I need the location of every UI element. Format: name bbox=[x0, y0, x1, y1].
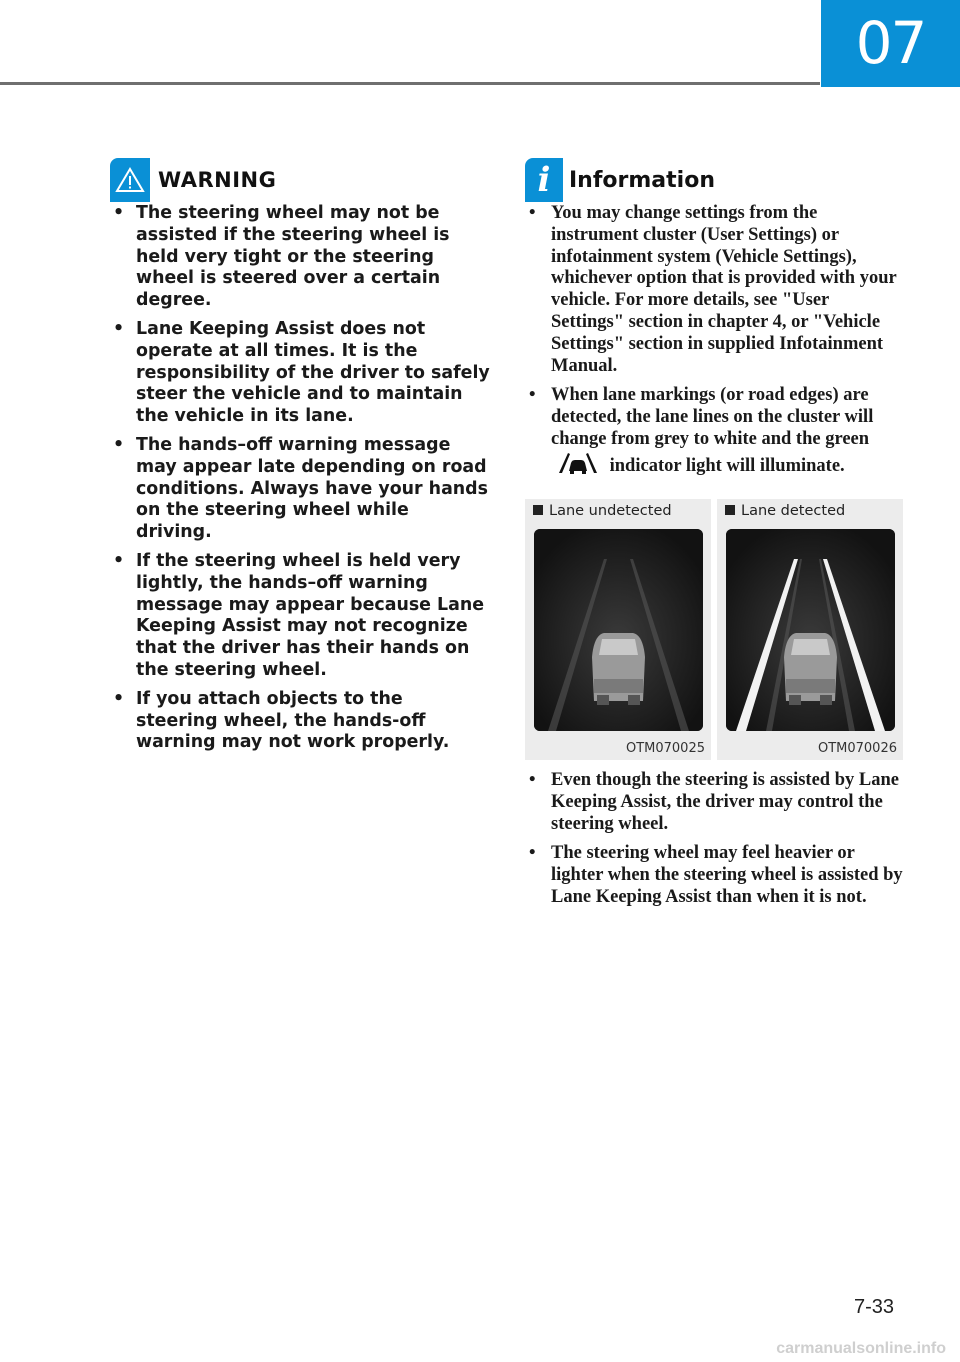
figure-code: OTM070026 bbox=[817, 741, 897, 756]
information-item: • You may change settings from the instrument cluster (User Settings) or infotainment system (Vehicle Settings), whichever option that is provided with your vehicle. For more details, see "User Settings" section in chapter 4, or "Vehicle Settings" section in supplied Infotainment Manual. bbox=[525, 203, 905, 377]
information-item bbox=[525, 385, 905, 481]
cluster-screen bbox=[534, 529, 703, 731]
info-icon: i bbox=[525, 158, 563, 202]
warning-box bbox=[110, 158, 490, 761]
warning-item: • If you attach objects to the steering wheel, the hands-off warning may not work properly. bbox=[110, 689, 490, 754]
warning-item: • Lane Keeping Assist does not operate at all times. It is the responsibility of the driver to safely steer the vehicle and to maintain the vehicle in its lane. bbox=[110, 319, 490, 428]
information-list bbox=[525, 203, 905, 482]
warning-item: • The steering wheel may not be assisted if the steering wheel is held very tight or the steering wheel is steered over a certain degree. bbox=[110, 203, 490, 312]
bottom-notes bbox=[525, 770, 905, 917]
information-title: Information bbox=[569, 167, 715, 193]
page-number: 7-33 bbox=[853, 1296, 894, 1318]
car-icon bbox=[784, 633, 837, 705]
chapter-tab: 07 bbox=[821, 0, 960, 87]
warning-triangle-icon bbox=[110, 158, 150, 202]
information-item-text: When lane markings (or road edges) are detected, the lane lines on the cluster will change from grey to white and the green bbox=[551, 385, 874, 449]
warning-item: • If the steering wheel is held very lightly, the hands–off warning message may appear because Lane Keeping Assist may not recognize that the driver has their hands on the steering wheel. bbox=[110, 551, 490, 682]
information-item-text: indicator light will illuminate. bbox=[609, 455, 845, 476]
information-header bbox=[525, 158, 905, 202]
warning-header bbox=[110, 158, 490, 202]
watermark: carmanualsonline.info bbox=[776, 1340, 946, 1357]
figure-lane-detected bbox=[717, 499, 903, 760]
warning-title: WARNING bbox=[158, 168, 277, 192]
lane-figures bbox=[525, 499, 903, 760]
figure-lane-undetected bbox=[525, 499, 711, 760]
figure-code: OTM070025 bbox=[625, 741, 705, 756]
warning-item: • The hands–off warning message may appear late depending on road conditions. Always have your hands on the steering wheel while driving. bbox=[110, 435, 490, 544]
note-item: • Even though the steering is assisted by Lane Keeping Assist, the driver may control the steering wheel. bbox=[525, 770, 905, 835]
information-box bbox=[525, 158, 905, 490]
cluster-screen bbox=[726, 529, 895, 731]
lane-keeping-indicator-icon bbox=[555, 451, 601, 482]
figure-caption: Lane undetected bbox=[549, 503, 672, 519]
figure-caption: Lane detected bbox=[741, 503, 846, 519]
caption-square-icon bbox=[725, 505, 735, 515]
caption-square-icon bbox=[533, 505, 543, 515]
car-icon bbox=[592, 633, 645, 705]
note-item: • The steering wheel may feel heavier or lighter when the steering wheel is assisted by Lane Keeping Assist than when it is not. bbox=[525, 843, 905, 908]
header-rule bbox=[0, 82, 820, 85]
warning-list bbox=[110, 203, 490, 754]
